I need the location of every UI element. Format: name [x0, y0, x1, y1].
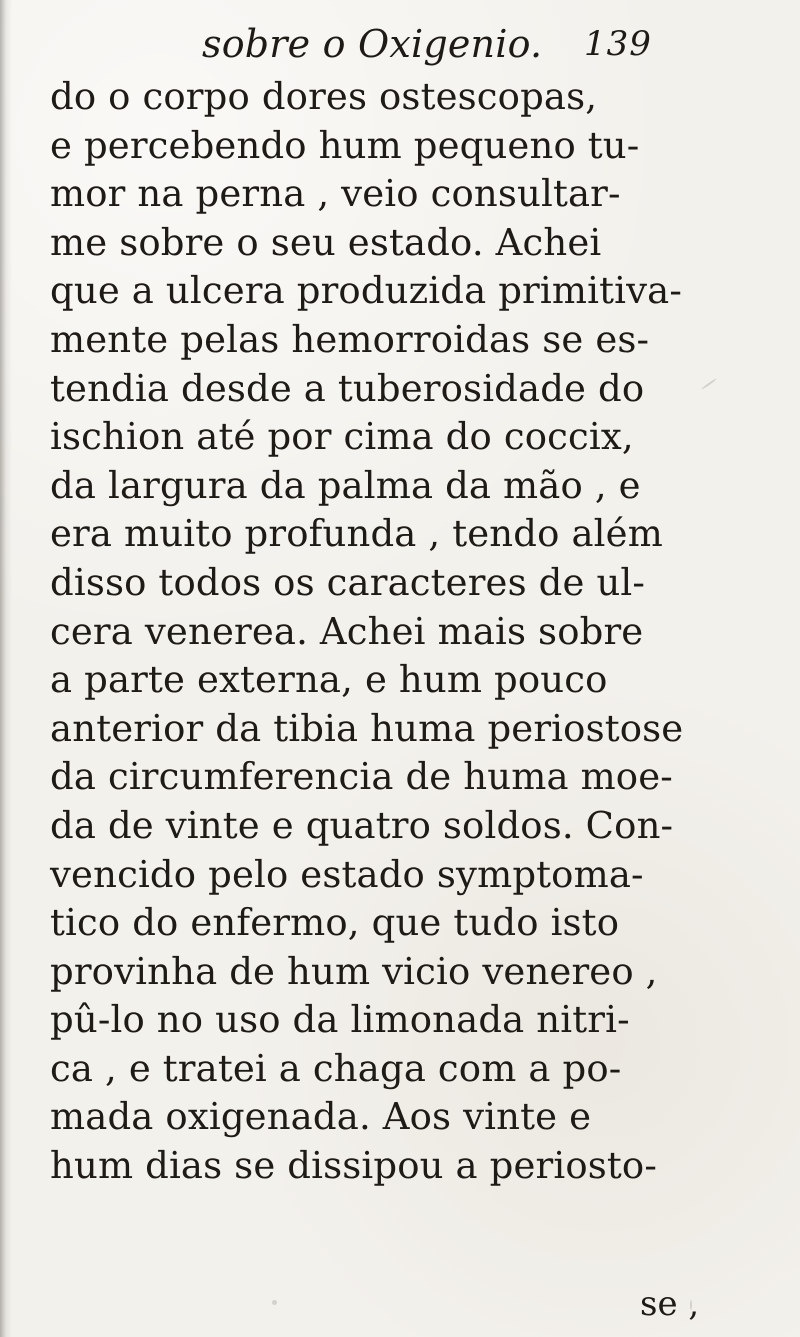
text-line: cera venerea. Achei mais sobre — [50, 609, 644, 653]
text-line: disso todos os caracteres de ul- — [50, 560, 646, 604]
text-line: mor na perna , veio consultar- — [50, 172, 621, 216]
gutter-shadow — [0, 0, 12, 1337]
text-line: anterior da tibia huma periostose — [50, 706, 684, 750]
text-line: mente pelas hemorroidas se es- — [50, 317, 650, 361]
running-head: sobre o Oxigenio. — [202, 22, 543, 66]
text-line: provinha de hum vicio venereo , — [50, 949, 658, 993]
body-text — [50, 73, 770, 1191]
text-line: vencido pelo estado symptoma- — [50, 852, 644, 896]
text-line: da de vinte e quatro soldos. Con- — [50, 803, 674, 847]
text-line: me sobre o seu estado. Achei — [50, 220, 602, 264]
text-line: a parte externa, e hum pouco — [50, 658, 608, 702]
text-line: do o corpo dores ostescopas, — [50, 75, 598, 118]
page-number: 139 — [584, 24, 652, 64]
text-line: mada oxigenada. Aos vinte e — [50, 1095, 592, 1139]
text-line: e percebendo hum pequeno tu- — [50, 123, 640, 167]
text-line: ca , e tratei a chaga com a po- — [50, 1046, 622, 1090]
catchword: se , — [640, 1284, 700, 1324]
text-line: tendia desde a tuberosidade do — [50, 366, 645, 410]
text-line: hum dias se dissipou a periosto- — [50, 1144, 657, 1188]
text-line: da circumferencia de huma moe- — [50, 755, 673, 799]
text-line: da largura da palma da mão , e — [50, 463, 641, 507]
text-line: que a ulcera produzida primitiva- — [50, 269, 683, 313]
paper-mark — [272, 1300, 277, 1305]
text-line: pû-lo no uso da limonada nitri- — [50, 998, 630, 1042]
text-line: tico do enfermo, que tudo isto — [50, 901, 620, 945]
text-line: era muito profunda , tendo além — [50, 512, 663, 556]
text-line: ischion até por cima do coccix, — [50, 415, 634, 459]
paper-mark — [690, 1300, 692, 1310]
